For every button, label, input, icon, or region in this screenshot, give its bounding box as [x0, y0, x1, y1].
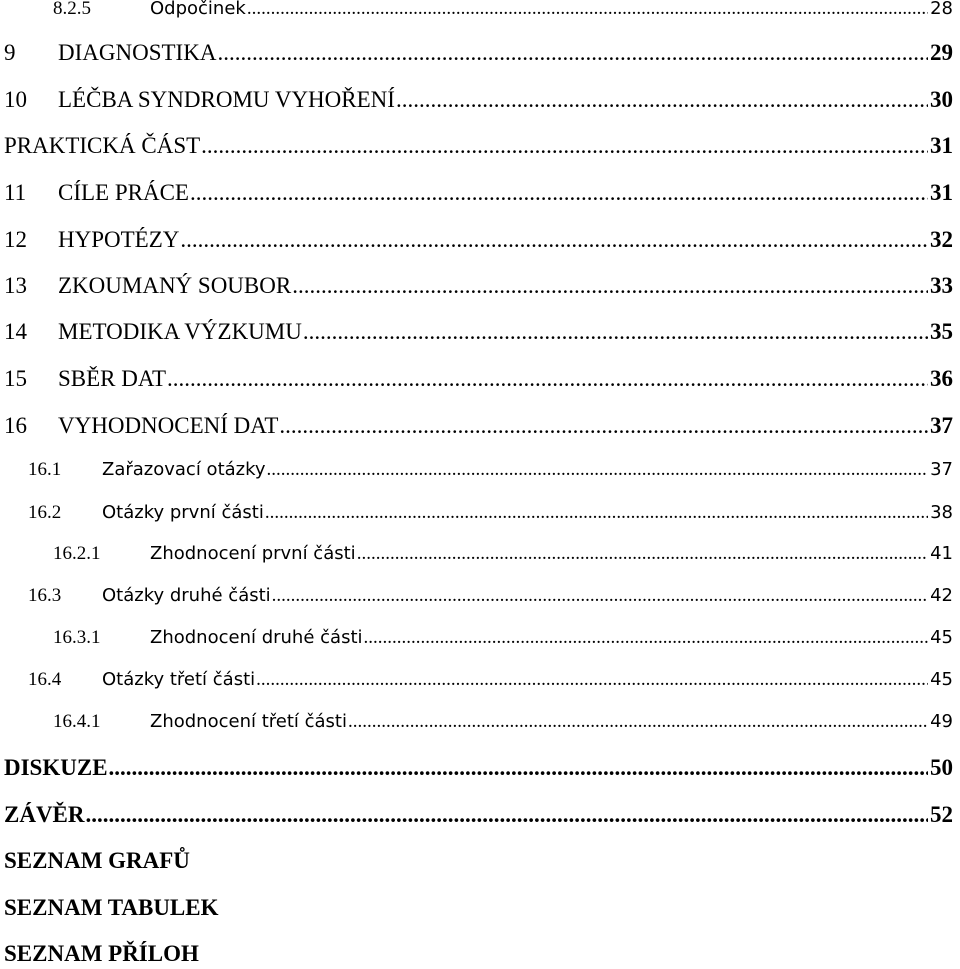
toc-entry-zaver[interactable]	[4, 802, 953, 828]
toc-title: SEZNAM TABULEK	[4, 895, 219, 920]
toc-entry-diskuze[interactable]	[4, 755, 953, 781]
toc-entry-8-2-5[interactable]	[53, 0, 953, 20]
toc-title: LÉČBA SYNDROMU VYHOŘENÍ	[58, 87, 395, 112]
toc-dot-leader	[201, 133, 928, 159]
toc-entry-11[interactable]	[4, 180, 953, 206]
toc-number: 9	[4, 40, 16, 65]
toc-title: DISKUZE	[4, 755, 108, 780]
toc-dot-leader	[364, 627, 929, 649]
toc-number: 16.3	[28, 585, 62, 606]
toc-entry-seznam-tabulek[interactable]	[4, 895, 219, 921]
toc-entry-16-4[interactable]	[28, 669, 953, 691]
toc-number: 13	[4, 273, 27, 298]
toc-title: METODIKA VÝZKUMU	[58, 319, 302, 344]
toc-entry-seznam-grafu[interactable]	[4, 848, 190, 874]
toc-title: Zařazovací otázky	[102, 459, 266, 480]
toc-page-number: 42	[930, 585, 953, 606]
toc-entry-16[interactable]	[4, 413, 953, 439]
toc-title: Otázky první části	[102, 502, 264, 523]
toc-page-number: 29	[930, 40, 953, 65]
toc-title: CÍLE PRÁCE	[58, 180, 189, 205]
toc-entry-seznam-priloh[interactable]	[4, 941, 199, 967]
toc-number: 16.4.1	[53, 711, 101, 732]
toc-page-number: 37	[930, 459, 953, 480]
toc-title: VYHODNOCENÍ DAT	[58, 413, 279, 438]
toc-entry-9[interactable]	[4, 40, 953, 66]
toc-title: Otázky třetí části	[102, 669, 256, 690]
toc-number: 16.1	[28, 459, 62, 480]
toc-page-number: 41	[930, 543, 953, 564]
toc-dot-leader	[279, 413, 928, 439]
toc-dot-leader	[348, 711, 928, 733]
toc-number: 14	[4, 319, 27, 344]
toc-dot-leader	[303, 319, 928, 345]
toc-dot-leader	[265, 502, 928, 524]
toc-page-number: 31	[930, 133, 953, 158]
toc-entry-16-3[interactable]	[28, 585, 953, 607]
toc-title: Otázky druhé části	[102, 585, 271, 606]
toc-number: 10	[4, 87, 27, 112]
toc-page-number: 52	[930, 802, 953, 827]
toc-title: Zhodnocení první části	[150, 543, 356, 564]
toc-title: Zhodnocení druhé části	[150, 627, 363, 648]
toc-entry-16-2[interactable]	[28, 502, 953, 524]
toc-dot-leader	[256, 669, 928, 691]
toc-page-number: 36	[930, 366, 953, 391]
toc-dot-leader	[109, 755, 928, 781]
toc-number: 16.4	[28, 669, 62, 690]
toc-dot-leader	[217, 40, 928, 66]
toc-title: DIAGNOSTIKA	[58, 40, 217, 65]
toc-title: ZKOUMANÝ SOUBOR	[58, 273, 292, 298]
toc-page-number: 33	[930, 273, 953, 298]
toc-dot-leader	[357, 543, 928, 565]
toc-page-number: 50	[930, 755, 953, 780]
toc-entry-10[interactable]	[4, 87, 953, 113]
toc-title: HYPOTÉZY	[58, 227, 180, 252]
toc-title: PRAKTICKÁ ČÁST	[4, 133, 201, 158]
toc-dot-leader	[86, 802, 928, 828]
toc-entry-12[interactable]	[4, 227, 953, 253]
toc-title: SEZNAM GRAFŮ	[4, 848, 190, 873]
toc-dot-leader	[180, 227, 928, 253]
toc-dot-leader	[190, 180, 928, 206]
toc-dot-leader	[267, 459, 929, 481]
toc-dot-leader	[247, 0, 928, 20]
toc-dot-leader	[396, 87, 928, 113]
toc-entry-15[interactable]	[4, 366, 953, 392]
toc-dot-leader	[167, 366, 928, 392]
toc-page-number: 37	[930, 413, 953, 438]
toc-page-number: 38	[930, 502, 953, 523]
toc-title: Zhodnocení třetí části	[150, 711, 347, 732]
toc-page-number: 30	[930, 87, 953, 112]
toc-dot-leader	[292, 273, 928, 299]
toc-entry-16-1[interactable]	[28, 459, 953, 481]
toc-title: Odpočinek	[150, 0, 246, 19]
toc-title: SBĚR DAT	[58, 366, 166, 391]
toc-number: 16	[4, 413, 27, 438]
toc-entry-13[interactable]	[4, 273, 953, 299]
toc-page-number: 35	[930, 319, 953, 344]
toc-number: 16.2.1	[53, 543, 101, 564]
toc-entry-14[interactable]	[4, 319, 953, 345]
toc-page-number: 32	[930, 227, 953, 252]
toc-page-number: 45	[930, 627, 953, 648]
toc-number: 15	[4, 366, 27, 391]
toc-title: ZÁVĚR	[4, 802, 85, 827]
toc-number: 12	[4, 227, 27, 252]
toc-entry-16-2-1[interactable]	[53, 543, 953, 565]
toc-page-number: 28	[930, 0, 953, 19]
toc-title: SEZNAM PŘÍLOH	[4, 941, 199, 966]
toc-number: 8.2.5	[53, 0, 91, 19]
toc-entry-16-3-1[interactable]	[53, 627, 953, 649]
toc-number: 16.3.1	[53, 627, 101, 648]
toc-dot-leader	[272, 585, 928, 607]
toc-number: 11	[4, 180, 27, 205]
toc-page-number: 31	[930, 180, 953, 205]
toc-entry-16-4-1[interactable]	[53, 711, 953, 733]
toc-entry-prakticka-cast[interactable]	[4, 133, 953, 159]
toc-number: 16.2	[28, 502, 62, 523]
toc-page-number: 45	[930, 669, 953, 690]
toc-page-number: 49	[930, 711, 953, 732]
